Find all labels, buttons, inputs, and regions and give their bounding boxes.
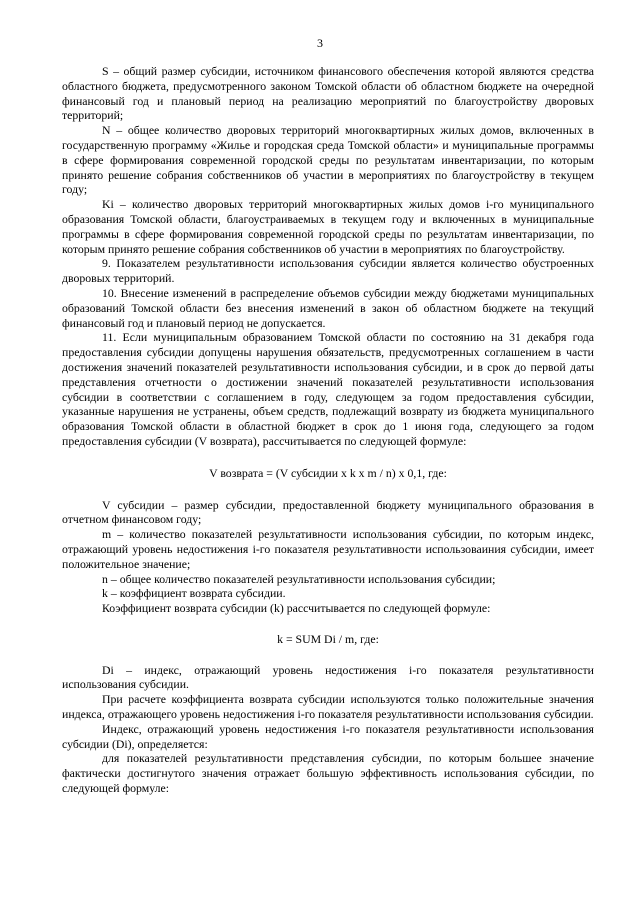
definition-m: m – количество показателей результативности использования субсидии, по которым индекс, отражающий уровень недостижения i-го показателя результативности использоваиния субсидии, имеет положительное значение; bbox=[62, 527, 594, 571]
greater-better-case: для показателей результативности представления субсидии, по которым большее значение фактически достигнутого значения отражает большую эффективность использования субсидии, по следующей формуле: bbox=[62, 751, 594, 796]
document-body bbox=[62, 64, 594, 796]
page-number: 3 bbox=[317, 36, 323, 50]
definition-k: k – коэффициент возврата субсидии. bbox=[102, 586, 286, 601]
definition-v-subsidy: V субсидии – размер субсидии, предоставленной бюджету муниципального образования в отчетном финансовом году; bbox=[62, 497, 594, 527]
di-defined: Индекс, отражающий уровень недостижения i-го показателя результативности использования субсидии (Di), определяется: bbox=[62, 721, 594, 751]
definition-ki: Ki – количество дворовых территорий многоквартирных жилых домов i-го муниципального образования Томской области, благоустраиваемых в текущем году и включенных в муниципальные программы в сфере формирования современной городской среды по результатам инвентаризации, по которым принято решение собрания собственников об участии в мероприятиях по благоустройству. bbox=[62, 197, 594, 256]
k-formula-intro: Коэффициент возврата субсидии (k) рассчитывается по следующей формуле: bbox=[102, 601, 491, 616]
formula-v-return: V возврата = (V субсидии x k x m / n) x 0,1, где: bbox=[209, 465, 447, 480]
positive-values-note: При расчете коэффициента возврата субсидии используются только положительные значения индекса, отражающего уровень недостижения i-го показателя результативности использования субсидии. bbox=[62, 692, 594, 722]
definition-s: S – общий размер субсидии, источником финансового обеспечения которой являются средства областного бюджета, предусмотренного законом Томской области об областном бюджете на очередной финансовый год и плановый период на реализацию мероприятий по благоустройству дворовых территорий; bbox=[62, 64, 594, 123]
clause-10: 10. Внесение изменений в распределение объемов субсидии между бюджетами муниципальных образований Томской области без внесения изменений в закон об областном бюджете на текущий финансовый год и плановый период не допускается. bbox=[62, 285, 594, 330]
definition-di: Di – индекс, отражающий уровень недостижения i-го показателя результативности использования субсидии. bbox=[62, 662, 594, 692]
clause-9: 9. Показателем результативности использования субсидии является количество обустроенных дворовых территорий. bbox=[62, 256, 594, 286]
formula-k-sum: k = SUM Di / m, где: bbox=[277, 631, 379, 646]
definition-n: N – общее количество дворовых территорий многоквартирных жилых домов, включенных в государственную программу «Жилье и городская среда Томской области» и муниципальные программы в сфере формирования современной городской среды по результатам инвентаризации, по которым принято решение собрания собственников об участии в мероприятиях по благоустройству в текущем году; bbox=[62, 123, 594, 197]
clause-11: 11. Если муниципальным образованием Томской области по состоянию на 31 декабря года предоставления субсидии допущены нарушения обязательств, предусмотренных соглашением в части достижения значений показателей результативности использования субсидии, и в срок до первой даты представления отчетности о достижении значений показателей результативности использования субсидии в соответствии с соглашением в году, следующем за годом предоставления субсидии, указанные нарушения не устранены, объем средств, подлежащий возврату из бюджета муниципального образования Томской области в областной бюджет в срок до 1 июня года, следующего за годом предоставления субсидии (V возврата), рассчитывается по следующей формуле: bbox=[62, 330, 594, 448]
definition-n-lower: n – общее количество показателей результативности использования субсидии; bbox=[102, 571, 496, 586]
